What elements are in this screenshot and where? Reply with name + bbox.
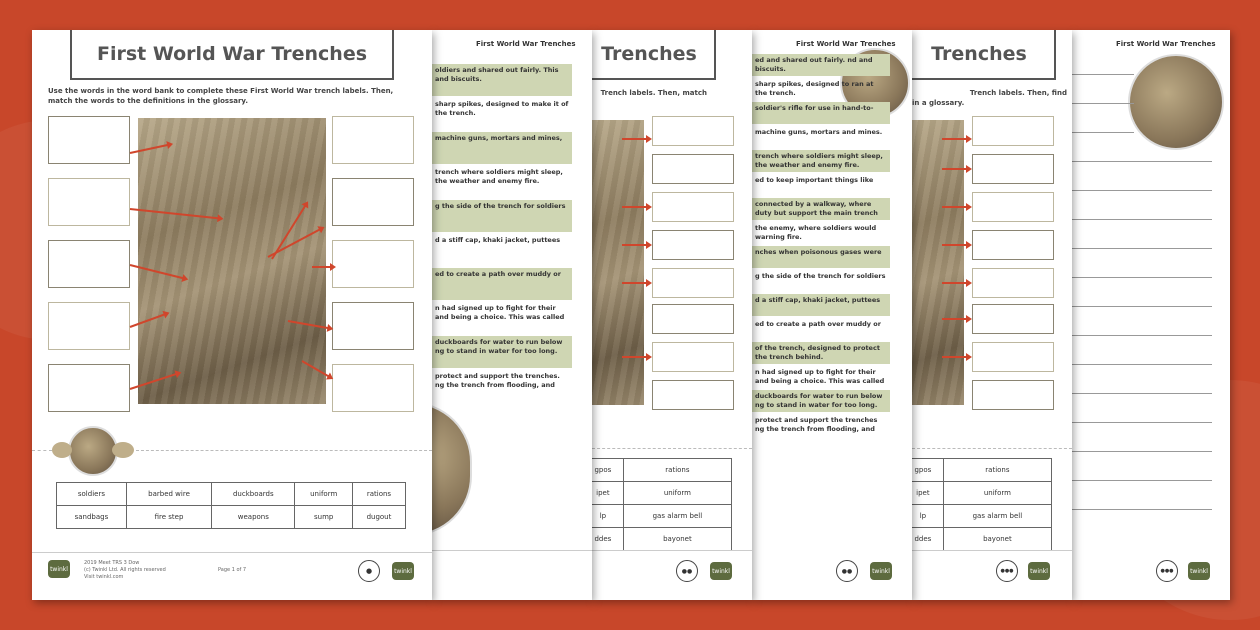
writing-line — [1072, 277, 1212, 278]
instructions-line-2: in a glossary. — [912, 99, 965, 107]
glossary-definition: connected by a walkway, where duty but support the main trench — [752, 198, 890, 220]
writing-line — [1072, 306, 1212, 307]
glossary-definition: sharp spikes, designed to ran at the trench. — [755, 80, 874, 97]
label-box[interactable] — [972, 230, 1054, 260]
twinkl-logo: twinkl — [48, 560, 70, 578]
label-box-left-4[interactable] — [48, 302, 130, 350]
label-box[interactable] — [652, 380, 734, 410]
label-arrow — [942, 168, 970, 170]
word-bank-cell: bayonet — [943, 528, 1051, 551]
glossary-definition: machine guns, mortars and mines. — [755, 128, 883, 136]
writing-line — [1072, 103, 1134, 104]
label-box-right-3[interactable] — [332, 240, 414, 288]
word-bank-cell: rations — [943, 459, 1051, 482]
glossary-definition: soldier's rifle for use in hand-to- — [752, 102, 890, 124]
glossary-definition: g the side of the trench for soldiers — [432, 200, 572, 232]
portrait-frame-ornament — [112, 442, 134, 458]
worksheet-page-3 — [592, 30, 752, 600]
label-box[interactable] — [972, 268, 1054, 298]
footer-divider — [432, 550, 592, 551]
word-bank-cell: dugout — [352, 506, 405, 529]
label-box-right-2[interactable] — [332, 178, 414, 226]
difficulty-2-icon: ●● — [836, 560, 858, 582]
word-bank-cell: ipet — [912, 482, 943, 505]
label-arrow — [312, 266, 334, 268]
twinkl-logo: twinkl — [870, 562, 892, 580]
glossary-definition: trench where soldiers might sleep, the weather and enemy fire. — [435, 168, 563, 185]
footer-divider — [32, 552, 432, 553]
label-box-right-4[interactable] — [332, 302, 414, 350]
word-bank-cell: gpos — [912, 459, 943, 482]
word-bank — [56, 482, 406, 529]
twinkl-logo: twinkl — [392, 562, 414, 580]
glossary-definition: ed and shared out fairly. nd and biscuits. — [752, 54, 890, 76]
cut-line — [32, 450, 52, 451]
word-bank — [592, 458, 732, 551]
label-box-left-5[interactable] — [48, 364, 130, 412]
label-box[interactable] — [652, 230, 734, 260]
glossary-definition: trench where soldiers might sleep, the weather and enemy fire. — [752, 150, 890, 172]
cut-line — [136, 450, 432, 451]
glossary-definition: the enemy, where soldiers would warning fire. — [755, 224, 877, 241]
label-arrow — [622, 244, 650, 246]
page-title: First World War Trenches — [70, 30, 394, 80]
label-arrow — [942, 318, 970, 320]
writing-line — [1072, 161, 1212, 162]
word-bank-cell: ipet — [592, 482, 623, 505]
label-arrow — [622, 356, 650, 358]
glossary-definition: protect and support the trenches. ng the trench from flooding, and — [435, 372, 560, 389]
word-bank-cell: duckboards — [212, 483, 295, 506]
instructions: Trench labels. Then, match — [600, 89, 707, 97]
soldier-portrait — [68, 426, 118, 476]
label-box-left-2[interactable] — [48, 178, 130, 226]
writing-line — [1072, 190, 1212, 191]
label-arrow — [942, 138, 970, 140]
word-bank-cell: ddes — [912, 528, 943, 551]
label-arrow — [942, 206, 970, 208]
word-bank — [912, 458, 1052, 551]
glossary-definition: duckboards for water to run below ng to stand in water for too long. — [752, 390, 890, 412]
difficulty-2-icon: ●● — [676, 560, 698, 582]
writing-line — [1072, 335, 1212, 336]
word-bank-cell: rations — [623, 459, 731, 482]
label-arrow — [622, 282, 650, 284]
label-box-left-1[interactable] — [48, 116, 130, 164]
glossary-definition: machine guns, mortars and mines, — [432, 132, 572, 164]
label-arrow — [622, 138, 650, 140]
label-arrow — [622, 206, 650, 208]
portrait-frame-ornament — [52, 442, 72, 458]
trench-photo — [592, 120, 644, 405]
worksheet-page-4 — [752, 30, 912, 600]
worksheet-page-5 — [912, 30, 1072, 600]
soldier-photo-circle — [1128, 54, 1224, 150]
writing-line — [1072, 480, 1212, 481]
cut-line — [912, 448, 1072, 449]
writing-line — [1072, 364, 1212, 365]
glossary-definition: d a stiff cap, khaki jacket, puttees — [435, 236, 561, 244]
glossary-definition: oldiers and shared out fairly. This and biscuits. — [432, 64, 572, 96]
word-bank-cell: weapons — [212, 506, 295, 529]
page-title: Trenches — [592, 30, 716, 80]
trench-photo — [138, 118, 326, 404]
word-bank-cell: sandbags — [57, 506, 127, 529]
instructions: Trench labels. Then, find — [969, 89, 1067, 97]
writing-line — [1072, 451, 1212, 452]
label-box[interactable] — [972, 380, 1054, 410]
difficulty-1-icon: ● — [358, 560, 380, 582]
page-header: First World War Trenches — [1116, 40, 1216, 48]
glossary-definition: n had signed up to fight for their and being a choice. This was called — [435, 304, 565, 321]
writing-line — [1072, 509, 1212, 510]
word-bank-cell: lp — [592, 505, 623, 528]
word-bank-cell: barbed wire — [126, 483, 211, 506]
worksheet-page-1 — [32, 30, 432, 600]
label-box-left-3[interactable] — [48, 240, 130, 288]
word-bank-cell: sump — [295, 506, 352, 529]
word-bank-cell: uniform — [295, 483, 352, 506]
page-header: First World War Trenches — [796, 40, 896, 48]
label-box[interactable] — [652, 116, 734, 146]
writing-line — [1072, 132, 1134, 133]
soldier-photo-circle — [432, 402, 472, 536]
word-bank-cell: gas alarm bell — [943, 505, 1051, 528]
difficulty-3-icon: ●●● — [996, 560, 1018, 582]
word-bank-cell: gas alarm bell — [623, 505, 731, 528]
label-box[interactable] — [972, 116, 1054, 146]
page-title: Trenches — [912, 30, 1056, 80]
glossary-definition: duckboards for water to run below ng to stand in water for too long. — [432, 336, 572, 368]
worksheet-page-6 — [1072, 30, 1230, 600]
footer-credit-3: Visit twinkl.com — [84, 574, 124, 580]
writing-line — [1072, 219, 1212, 220]
difficulty-3-icon: ●●● — [1156, 560, 1178, 582]
glossary-definition: n had signed up to fight for their and being a choice. This was called — [755, 368, 885, 385]
word-bank-cell: rations — [352, 483, 405, 506]
glossary-definition: g the side of the trench for soldiers — [755, 272, 886, 280]
word-bank-cell: soldiers — [57, 483, 127, 506]
writing-line — [1072, 422, 1212, 423]
twinkl-logo: twinkl — [1188, 562, 1210, 580]
label-box[interactable] — [972, 192, 1054, 222]
word-bank-cell: bayonet — [623, 528, 731, 551]
label-box[interactable] — [972, 154, 1054, 184]
label-box-right-5[interactable] — [332, 364, 414, 412]
twinkl-logo: twinkl — [710, 562, 732, 580]
word-bank-cell: fire step — [126, 506, 211, 529]
glossary-definition: ed to create a path over muddy or — [432, 268, 572, 300]
cut-line — [592, 448, 752, 449]
trench-photo — [912, 120, 964, 405]
glossary-definition: ed to create a path over muddy or — [755, 320, 881, 328]
page-number: Page 1 of 7 — [218, 567, 247, 573]
label-box-right-1[interactable] — [332, 116, 414, 164]
word-bank-cell: ddes — [592, 528, 623, 551]
label-box[interactable] — [652, 304, 734, 334]
label-box[interactable] — [972, 304, 1054, 334]
glossary-definition: ed to keep important things like — [755, 176, 874, 184]
glossary-definition: d a stiff cap, khaki jacket, puttees — [752, 294, 890, 316]
glossary-definition: sharp spikes, designed to make it of the trench. — [435, 100, 569, 117]
label-box[interactable] — [652, 192, 734, 222]
label-arrow — [942, 244, 970, 246]
instructions: Use the words in the word bank to complete these First World War trench labels. Then, match the words to the definitions in the glossary. — [48, 87, 394, 105]
writing-line — [1072, 74, 1134, 75]
label-box[interactable] — [652, 268, 734, 298]
label-box[interactable] — [652, 342, 734, 372]
glossary-definition: nches when poisonous gases were — [752, 246, 890, 268]
worksheet-page-2 — [432, 30, 592, 600]
glossary-definition: protect and support the trenches ng the trench from flooding, and — [755, 416, 878, 433]
label-arrow — [942, 282, 970, 284]
footer-divider — [912, 550, 1072, 551]
word-bank-cell: lp — [912, 505, 943, 528]
footer-credit-2: (c) Twinkl Ltd. All rights reserved — [84, 567, 166, 573]
label-box[interactable] — [652, 154, 734, 184]
footer-credit-1: 2019 Meet TRS 3 Dow — [84, 560, 140, 566]
page-header: First World War Trenches — [476, 40, 576, 48]
word-bank-cell: uniform — [943, 482, 1051, 505]
writing-line — [1072, 248, 1212, 249]
label-arrow — [942, 356, 970, 358]
footer-divider — [592, 550, 752, 551]
twinkl-logo: twinkl — [1028, 562, 1050, 580]
label-box[interactable] — [972, 342, 1054, 372]
word-bank-cell: gpos — [592, 459, 623, 482]
writing-line — [1072, 393, 1212, 394]
glossary-definition: of the trench, designed to protect the trench behind. — [752, 342, 890, 364]
word-bank-cell: uniform — [623, 482, 731, 505]
